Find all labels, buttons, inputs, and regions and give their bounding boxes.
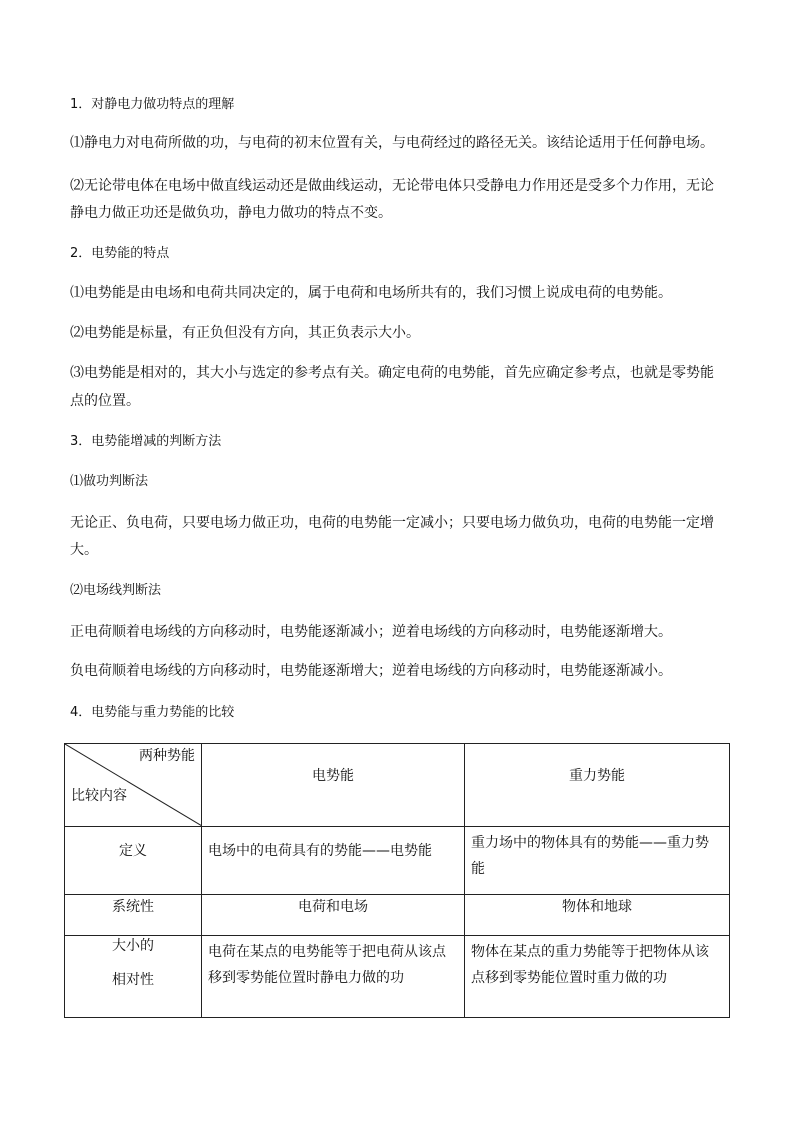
corner-bottom-label: 比较内容 (71, 788, 127, 804)
relativity-gravity-line-2: 点移到零势能位置时重力做的功 (471, 970, 667, 986)
relativity-label-line-2: 相对性 (112, 972, 154, 988)
section-4-title: 4．电势能与重力势能的比较 (70, 705, 235, 720)
definition-gravity-cell (465, 827, 730, 895)
definition-gravity-line-1: 重力场中的物体具有的势能——重力势 (471, 835, 709, 851)
relativity-electric-cell (202, 936, 465, 1018)
method-2-point-1: 正电荷顺着电场线的方向移动时，电势能逐渐减小；逆着电场线的方向移动时，电势能逐渐增大。 (70, 624, 672, 640)
table-row-definition (65, 827, 730, 895)
column-header-electric: 电势能 (202, 744, 465, 827)
system-gravity-cell: 物体和地球 (465, 895, 730, 936)
row-label-system: 系统性 (65, 895, 202, 936)
method-1-line-1: 无论正、负电荷，只要电场力做正功，电荷的电势能一定减小；只要电场力做负功，电荷的电势能一定增 (70, 515, 714, 531)
method-2-title: ⑵电场线判断法 (70, 583, 162, 598)
corner-top-label: 两种势能 (139, 748, 195, 764)
method-1-line-2: 大。 (70, 542, 98, 558)
section-3-title: 3．电势能增减的判断方法 (70, 434, 222, 449)
relativity-gravity-line-1: 物体在某点的重力势能等于把物体从该 (471, 944, 709, 960)
system-electric-cell: 电荷和电场 (202, 895, 465, 936)
comparison-table (64, 743, 730, 1018)
column-header-gravity: 重力势能 (465, 744, 730, 827)
table-row-system (65, 895, 730, 936)
section-2-point-3-line-2: 点的位置。 (70, 393, 140, 409)
section-2-point-3-line-1: ⑶电势能是相对的，其大小与选定的参考点有关。确定电荷的电势能，首先应确定参考点，也就是零势能 (70, 365, 714, 381)
relativity-electric-line-2: 移到零势能位置时静电力做的功 (208, 970, 404, 986)
section-2-point-2: ⑵电势能是标量，有正负但没有方向，其正负表示大小。 (70, 325, 420, 341)
section-2-point-1: ⑴电势能是由电场和电荷共同决定的，属于电荷和电场所共有的，我们习惯上说成电荷的电势能。 (70, 285, 672, 301)
section-1-point-2-line-2: 静电力做正功还是做负功，静电力做功的特点不变。 (70, 205, 392, 221)
method-1-title: ⑴做功判断法 (70, 474, 149, 489)
row-label-relativity (65, 936, 202, 1018)
table-header-row (65, 744, 730, 827)
definition-electric-cell: 电场中的电荷具有的势能——电势能 (202, 827, 465, 895)
section-2-title: 2．电势能的特点 (70, 246, 170, 261)
section-1-point-1: ⑴静电力对电荷所做的功，与电荷的初末位置有关，与电荷经过的路径无关。该结论适用于任何静电场。 (70, 135, 714, 151)
section-1-title: 1．对静电力做功特点的理解 (70, 97, 235, 112)
relativity-label-line-1: 大小的 (112, 938, 154, 954)
definition-gravity-line-2: 能 (471, 861, 485, 877)
corner-header-cell (65, 744, 202, 827)
relativity-electric-line-1: 电荷在某点的电势能等于把电荷从该点 (208, 944, 446, 960)
relativity-gravity-cell (465, 936, 730, 1018)
method-2-point-2: 负电荷顺着电场线的方向移动时，电势能逐渐增大；逆着电场线的方向移动时，电势能逐渐减小。 (70, 663, 672, 679)
section-1-point-2-line-1: ⑵无论带电体在电场中做直线运动还是做曲线运动，无论带电体只受静电力作用还是受多个力作用，无论 (70, 178, 714, 194)
table-row-relativity (65, 936, 730, 1018)
row-label-definition: 定义 (65, 827, 202, 895)
